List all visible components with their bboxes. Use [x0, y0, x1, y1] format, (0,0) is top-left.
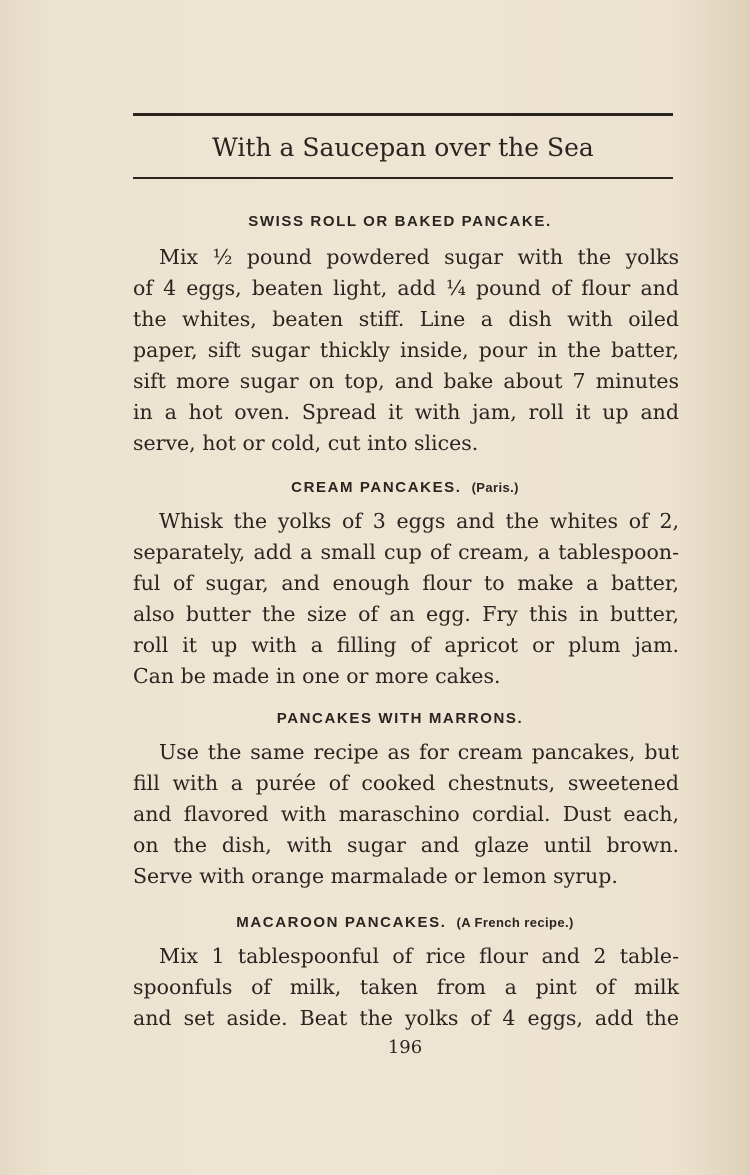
text-line: of 4 eggs, beaten light, add ¼ pound of flour and	[133, 276, 679, 300]
text-line: Use the same recipe as for cream pancakes, but	[159, 740, 679, 764]
text-line: paper, sift sugar thickly inside, pour in the batter,	[133, 338, 679, 362]
running-head: With a Saucepan over the Sea	[212, 133, 594, 162]
recipe-heading-title: CREAM PANCAKES.	[291, 479, 462, 496]
text-line: Whisk the yolks of 3 eggs and the whites of 2,	[159, 509, 679, 533]
text-line: Mix ½ pound powdered sugar with the yolks	[159, 245, 679, 269]
text-line: Mix 1 tablespoonful of rice flour and 2 table-	[159, 944, 679, 968]
text-line: spoonfuls of milk, taken from a pint of milk	[133, 975, 679, 999]
text-line: in a hot oven. Spread it with jam, roll it up and	[133, 400, 679, 424]
recipe-paragraph	[133, 506, 679, 692]
header-rule-bottom	[133, 177, 673, 179]
recipe-paragraph	[133, 941, 679, 1034]
text-line: and flavored with maraschino cordial. Dust each,	[133, 802, 679, 826]
text-line: and set aside. Beat the yolks of 4 eggs, add the	[133, 1006, 679, 1030]
text-line: Can be made in one or more cakes.	[133, 664, 501, 688]
text-line: fill with a purée of cooked chestnuts, sweetened	[133, 771, 679, 795]
text-line: separately, add a small cup of cream, a tablespoon-	[133, 540, 679, 564]
recipe-paragraph	[133, 242, 679, 459]
recipe-heading	[133, 478, 677, 498]
page-number: 196	[387, 1037, 423, 1058]
text-line: roll it up with a filling of apricot or plum jam.	[133, 633, 679, 657]
recipe-heading-title: SWISS ROLL OR BAKED PANCAKE.	[248, 213, 552, 230]
recipe-heading	[133, 913, 677, 933]
text-line: ful of sugar, and enough flour to make a batter,	[133, 571, 679, 595]
recipe-paragraph	[133, 737, 679, 892]
text-line: also butter the size of an egg. Fry this in butter,	[133, 602, 679, 626]
recipe-heading-title: PANCAKES WITH MARRONS.	[276, 710, 524, 727]
recipe-heading	[133, 709, 677, 729]
text-line: on the dish, with sugar and glaze until brown.	[133, 833, 679, 857]
header-rule-top	[133, 113, 673, 116]
recipe-heading-title: MACAROON PANCAKES.	[236, 914, 447, 931]
text-line: Serve with orange marmalade or lemon syrup.	[133, 864, 618, 888]
recipe-heading-note: (A French recipe.)	[456, 915, 574, 930]
recipe-heading-note: (Paris.)	[471, 480, 519, 495]
recipe-heading	[133, 212, 677, 232]
text-line: serve, hot or cold, cut into slices.	[133, 431, 479, 455]
text-line: sift more sugar on top, and bake about 7 minutes	[133, 369, 679, 393]
text-line: the whites, beaten stiff. Line a dish with oiled	[133, 307, 679, 331]
